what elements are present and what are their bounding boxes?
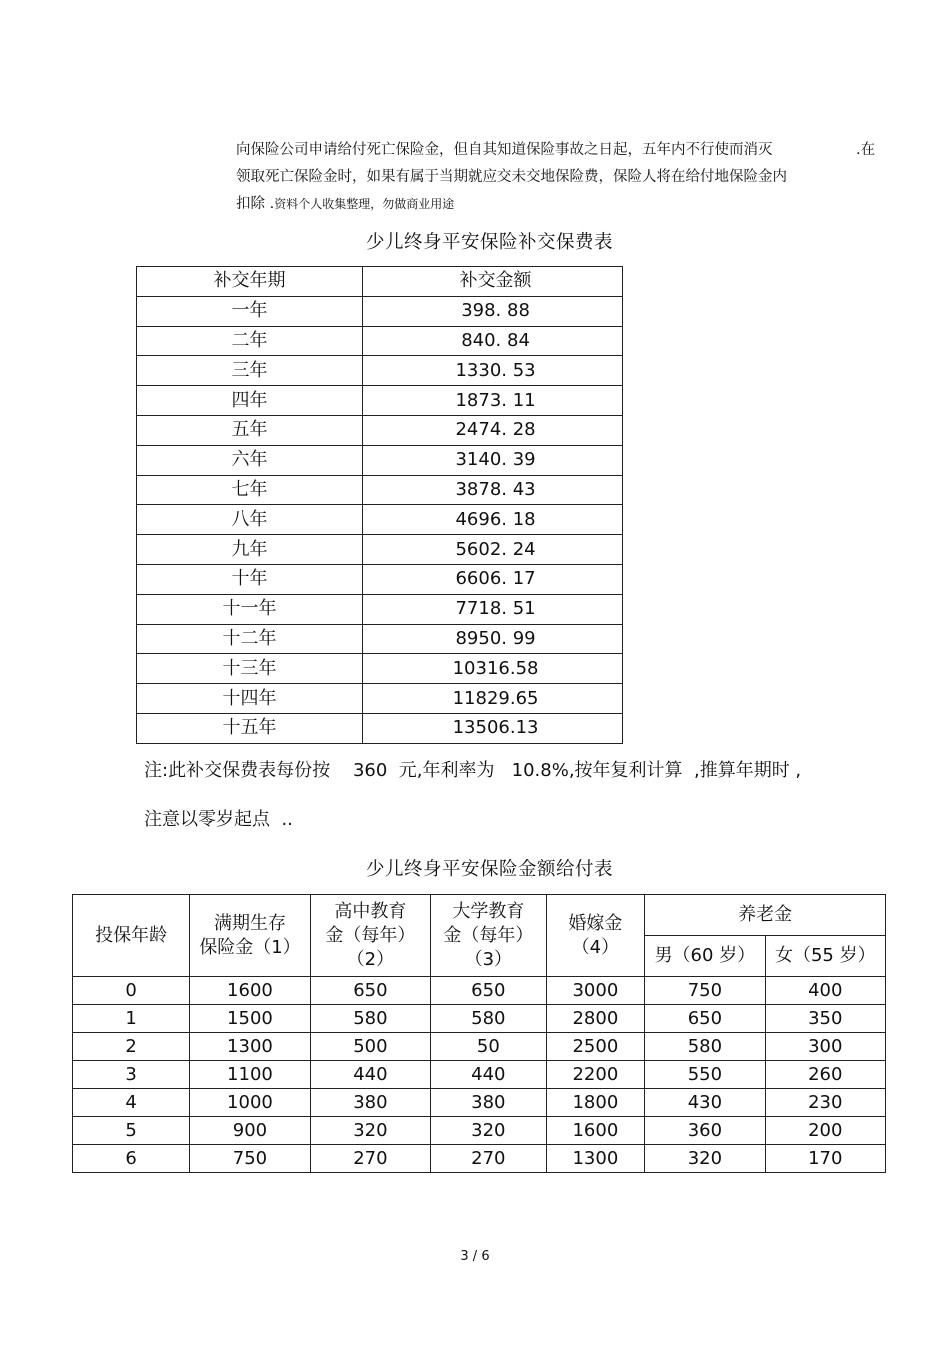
table-row [137, 624, 623, 654]
table-row [73, 1005, 886, 1033]
table-cell: 2 [73, 1033, 190, 1061]
table-cell: 5602. 24 [363, 535, 623, 565]
header-line: 保险金（1） [199, 936, 301, 958]
table-cell: 1500 [190, 1005, 310, 1033]
table-row [137, 564, 623, 594]
table-row [137, 713, 623, 743]
paragraph-line [236, 164, 896, 191]
table-cell: 1873. 11 [363, 386, 623, 416]
column-header: 补交年期 [137, 267, 363, 297]
table-cell: 380 [431, 1089, 546, 1117]
table-cell: 170 [765, 1145, 885, 1173]
table-row [137, 415, 623, 445]
table-cell: 4696. 18 [363, 505, 623, 535]
table-cell: 一年 [137, 296, 363, 326]
column-header-marriage [546, 895, 645, 977]
table-cell: 十三年 [137, 654, 363, 684]
column-header: 补交金额 [363, 267, 623, 297]
table-cell: 230 [765, 1089, 885, 1117]
header-line: （2） [346, 948, 395, 970]
header-line: 婚嫁金 [568, 912, 623, 934]
table-header-row [137, 267, 623, 297]
table-cell: 六年 [137, 445, 363, 475]
table-cell: 2500 [546, 1033, 645, 1061]
table-cell: 十二年 [137, 624, 363, 654]
column-header-college [431, 895, 546, 977]
table-cell: 13506.13 [363, 713, 623, 743]
table-cell: 1300 [190, 1033, 310, 1061]
table-cell: 1100 [190, 1061, 310, 1089]
table-cell: 八年 [137, 505, 363, 535]
table-cell: 五年 [137, 415, 363, 445]
table-cell: 6606. 17 [363, 564, 623, 594]
table-cell: 320 [431, 1117, 546, 1145]
table-cell: 3000 [546, 977, 645, 1005]
paragraph-line [236, 191, 896, 218]
table-cell: 650 [645, 1005, 765, 1033]
benefit-payment-table [72, 894, 886, 1173]
table-row [137, 654, 623, 684]
table-cell: 1600 [190, 977, 310, 1005]
table-row [137, 326, 623, 356]
table-row [137, 535, 623, 565]
column-header-maturity [190, 895, 310, 977]
table-cell: 840. 84 [363, 326, 623, 356]
table-cell: 500 [310, 1033, 430, 1061]
table-cell: 2800 [546, 1005, 645, 1033]
table-row [137, 386, 623, 416]
table-cell: 580 [431, 1005, 546, 1033]
column-header-female: 女（55 岁） [765, 936, 885, 977]
table-cell: 十年 [137, 564, 363, 594]
table-cell: 750 [190, 1145, 310, 1173]
table-cell: 440 [310, 1061, 430, 1089]
table-row [137, 684, 623, 714]
table-row [73, 1145, 886, 1173]
table-row [73, 977, 886, 1005]
table-cell: 3 [73, 1061, 190, 1089]
table-row [137, 296, 623, 326]
header-line: （4） [571, 936, 620, 958]
table-row [73, 1089, 886, 1117]
table-cell: 3878. 43 [363, 475, 623, 505]
table-cell: 10316.58 [363, 654, 623, 684]
paragraph-text: 向保险公司申请给付死亡保险金，但自其知道保险事故之日起，五年内不行使而消灭 [236, 142, 773, 158]
table-cell: 1300 [546, 1145, 645, 1173]
table-cell: 270 [431, 1145, 546, 1173]
table-cell: 5 [73, 1117, 190, 1145]
table-row [73, 1033, 886, 1061]
paragraph-line [236, 137, 896, 164]
table-cell: 270 [310, 1145, 430, 1173]
table-row [73, 1117, 886, 1145]
table-cell: 580 [310, 1005, 430, 1033]
table-cell: 900 [190, 1117, 310, 1145]
table-cell: 260 [765, 1061, 885, 1089]
table-cell: 2474. 28 [363, 415, 623, 445]
table-header-row [73, 895, 886, 936]
table-cell: 200 [765, 1117, 885, 1145]
note-line: 注意以零岁起点 .. [144, 809, 293, 830]
table-cell: 1330. 53 [363, 356, 623, 386]
intro-paragraph [236, 137, 896, 218]
table-cell: 2200 [546, 1061, 645, 1089]
table-cell: 320 [310, 1117, 430, 1145]
table-cell: 8950. 99 [363, 624, 623, 654]
table-cell: 七年 [137, 475, 363, 505]
table-cell: 398. 88 [363, 296, 623, 326]
table-cell: 十五年 [137, 713, 363, 743]
paragraph-tail: .在 [856, 142, 876, 158]
table-row [137, 475, 623, 505]
paragraph-text: 领取死亡保险金时，如果有属于当期就应交未交地保险费，保险人将在给付地保险金内 [236, 169, 787, 185]
column-header-pension: 养老金 [645, 895, 886, 936]
paragraph-note: 资料个人收集整理，勿做商业用途 [274, 197, 455, 211]
table-row [137, 356, 623, 386]
table-cell: 580 [645, 1033, 765, 1061]
table-row [137, 505, 623, 535]
table-cell: 6 [73, 1145, 190, 1173]
header-line: 高中教育 [334, 900, 407, 922]
table-cell: 1000 [190, 1089, 310, 1117]
table-cell: 九年 [137, 535, 363, 565]
table-cell: 3140. 39 [363, 445, 623, 475]
table-cell: 550 [645, 1061, 765, 1089]
table-row [137, 594, 623, 624]
table-row [73, 1061, 886, 1089]
table-cell: 320 [645, 1145, 765, 1173]
table-cell: 0 [73, 977, 190, 1005]
table-cell: 4 [73, 1089, 190, 1117]
table2-title: 少儿终身平安保险金额给付表 [366, 859, 614, 880]
column-header-highschool [310, 895, 430, 977]
table-cell: 350 [765, 1005, 885, 1033]
table-row [137, 445, 623, 475]
table-cell: 1600 [546, 1117, 645, 1145]
table-cell: 1 [73, 1005, 190, 1033]
table-cell: 7718. 51 [363, 594, 623, 624]
header-line: 大学教育 [452, 900, 525, 922]
header-line: 金（每年） [325, 924, 416, 946]
table1-title: 少儿终身平安保险补交保费表 [366, 232, 614, 253]
table-cell: 1800 [546, 1089, 645, 1117]
table-cell: 380 [310, 1089, 430, 1117]
table-cell: 十一年 [137, 594, 363, 624]
header-line: 金（每年） [443, 924, 534, 946]
column-header-age: 投保年龄 [73, 895, 190, 977]
header-line: （3） [464, 948, 513, 970]
table-cell: 三年 [137, 356, 363, 386]
table-cell: 11829.65 [363, 684, 623, 714]
column-header-male: 男（60 岁） [645, 936, 765, 977]
table-cell: 440 [431, 1061, 546, 1089]
page-number: 3 / 6 [460, 1249, 490, 1264]
paragraph-text: 扣除 . [236, 196, 275, 212]
supplementary-premium-table [136, 266, 623, 744]
table-cell: 50 [431, 1033, 546, 1061]
table-cell: 650 [310, 977, 430, 1005]
table-cell: 十四年 [137, 684, 363, 714]
table-cell: 四年 [137, 386, 363, 416]
table-cell: 430 [645, 1089, 765, 1117]
table-cell: 二年 [137, 326, 363, 356]
note-line: 注:此补交保费表每份按 360 元,年利率为 10.8%,按年复利计算 ,推算年期时 , [144, 760, 802, 781]
table-cell: 750 [645, 977, 765, 1005]
table-cell: 300 [765, 1033, 885, 1061]
table-cell: 360 [645, 1117, 765, 1145]
table-cell: 400 [765, 977, 885, 1005]
table-cell: 650 [431, 977, 546, 1005]
header-line: 满期生存 [213, 912, 286, 934]
